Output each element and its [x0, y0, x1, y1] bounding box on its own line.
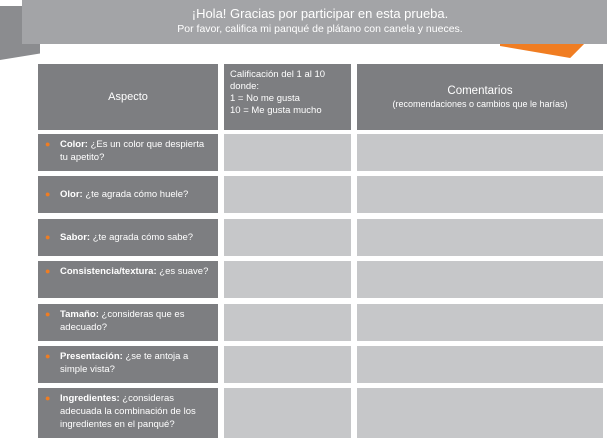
banner-subtitle: Por favor, califica mi panqué de plátano con canela y nueces. [177, 23, 463, 35]
header-aspecto: Aspecto [38, 64, 218, 130]
comment-field[interactable] [357, 134, 603, 171]
aspect-cell [38, 134, 218, 171]
aspect-question: ¿te agrada cómo sabe? [92, 232, 194, 243]
aspect-cell [38, 219, 218, 256]
rating-field[interactable] [224, 388, 351, 438]
rating-field[interactable] [224, 304, 351, 341]
table-header-row [38, 64, 603, 130]
header-calificacion-line4: 10 = Me gusta mucho [230, 105, 322, 116]
header-comentarios-title: Comentarios [447, 85, 513, 97]
header-calificacion-line2: donde: [230, 81, 260, 92]
banner [0, 0, 607, 60]
header-comentarios-sub: (recomendaciones o cambios que le harías) [392, 99, 568, 109]
aspect-term: Olor: [60, 189, 83, 200]
aspect-question: ¿te agrada cómo huele? [85, 189, 189, 200]
bullet-icon: ● [45, 309, 51, 319]
aspect-question: ¿consideras adecuada la combinación de los ingredientes en el panqué? [60, 393, 196, 430]
table-row [38, 346, 603, 383]
bullet-icon: ● [45, 189, 51, 199]
aspect-cell [38, 346, 218, 383]
header-comentarios [357, 64, 603, 130]
rating-field[interactable] [224, 346, 351, 383]
table-row [38, 304, 603, 341]
banner-text [60, 6, 580, 36]
aspect-term: Presentación: [60, 351, 123, 362]
bullet-icon: ● [45, 139, 51, 149]
aspect-term: Sabor: [60, 232, 91, 243]
table-row [38, 134, 603, 171]
comment-field[interactable] [357, 304, 603, 341]
table-row [38, 219, 603, 256]
comment-field[interactable] [357, 176, 603, 213]
comment-field[interactable] [357, 346, 603, 383]
aspect-question: ¿Es un color que despierta tu apetito? [60, 139, 205, 163]
aspect-cell [38, 261, 218, 298]
aspect-cell [38, 304, 218, 341]
rating-field[interactable] [224, 176, 351, 213]
table-row [38, 388, 603, 438]
banner-title: ¡Hola! Gracias por participar en esta prueba. [191, 6, 449, 21]
header-calificacion-line1: Calificación del 1 al 10 [230, 69, 326, 80]
aspect-question: ¿es suave? [159, 266, 209, 277]
aspect-term: Tamaño: [60, 309, 99, 320]
rating-field[interactable] [224, 261, 351, 298]
comment-field[interactable] [357, 261, 603, 298]
comment-field[interactable] [357, 219, 603, 256]
rating-field[interactable] [224, 134, 351, 171]
bullet-icon: ● [45, 351, 51, 361]
bullet-icon: ● [45, 393, 51, 403]
aspect-term: Consistencia/textura: [60, 266, 157, 277]
aspect-cell [38, 176, 218, 213]
header-calificacion-line3: 1 = No me gusta [230, 93, 300, 104]
aspect-cell [38, 388, 218, 438]
aspect-term: Color: [60, 139, 88, 150]
table-row [38, 176, 603, 213]
aspect-term: Ingredientes: [60, 393, 120, 404]
comment-field[interactable] [357, 388, 603, 438]
bullet-icon: ● [45, 232, 51, 242]
table-row [38, 261, 603, 298]
aspect-question: ¿se te antoja a simple vista? [60, 351, 189, 375]
aspect-question: ¿consideras que es adecuado? [60, 309, 185, 333]
bullet-icon: ● [45, 266, 51, 276]
header-calificacion [224, 64, 351, 130]
rating-field[interactable] [224, 219, 351, 256]
